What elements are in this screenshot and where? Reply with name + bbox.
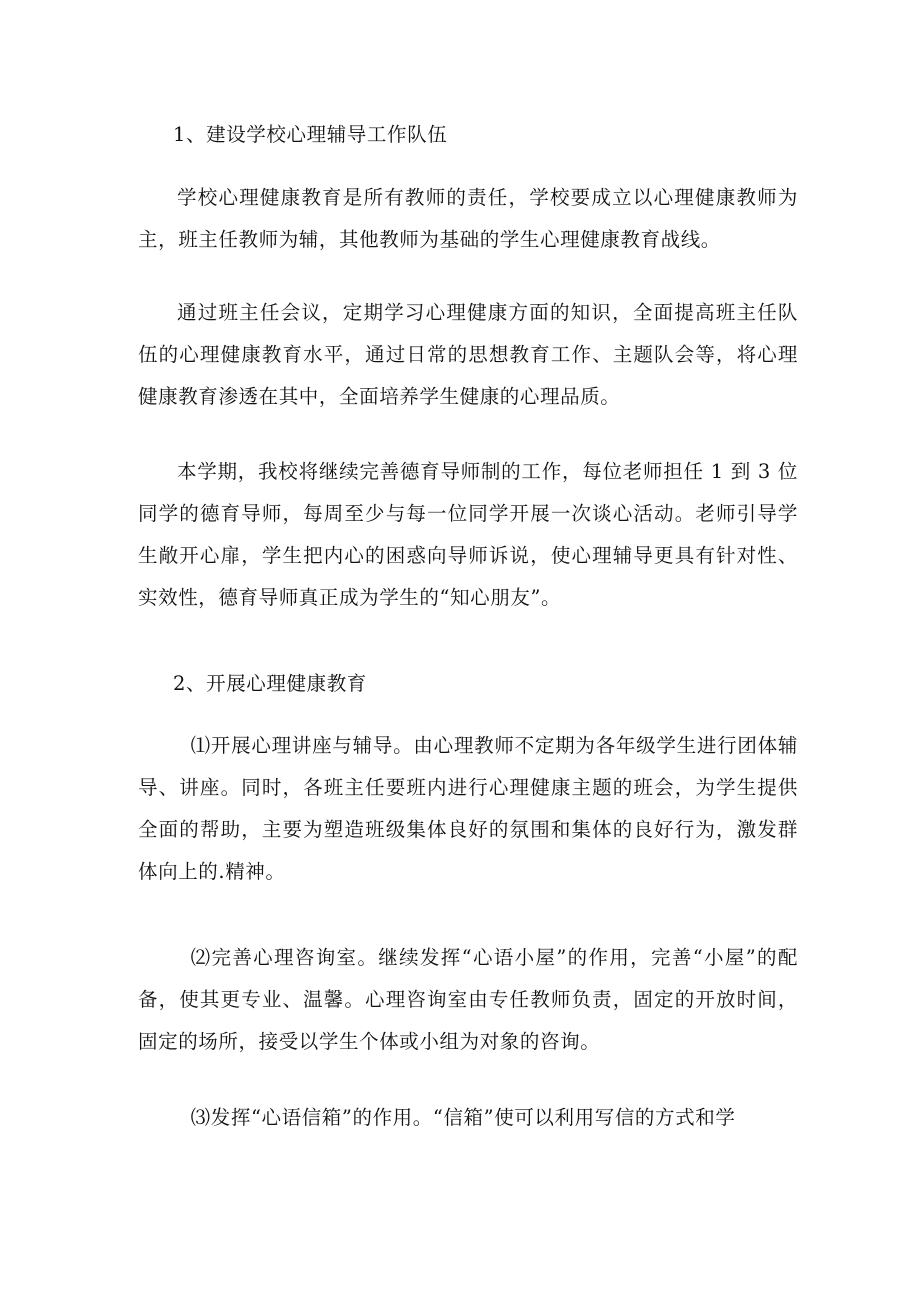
paragraph-1: 学校心理健康教育是所有教师的责任，学校要成立以心理健康教师为主，班主任教师为辅，其他教师为基础的学生心理健康教育战线。: [138, 186, 798, 251]
list-item-3: ⑶发挥“心语信箱”的作用。“信箱”使可以利用写信的方式和学: [190, 1106, 736, 1129]
paragraph-2: 通过班主任会议，定期学习心理健康方面的知识，全面提高班主任队伍的心理健康教育水平，通过日常的思想教育工作、主题队会等，将心理健康教育渗透在其中，全面培养学生健康的心理品质。: [138, 301, 798, 408]
section-heading-1: 1、建设学校心理辅导工作队伍: [173, 123, 448, 146]
list-item-1: ⑴开展心理讲座与辅导。由心理教师不定期为各年级学生进行团体辅导、讲座。同时，各班主任要班内进行心理健康主题的班会，为学生提供全面的帮助，主要为塑造班级集体良好的氛围和集体的良好行为，激发群体向上的.精神。: [138, 734, 798, 883]
paragraph-3: 本学期，我校将继续完善德育导师制的工作，每位老师担任 1 到 3 位同学的德育导师，每周至少与每一位同学开展一次谈心活动。老师引导学生敞开心扉，学生把内心的困惑向导师诉说，使心理辅导更具有针对性、实效性，德育导师真正成为学生的“知心朋友”。: [138, 460, 798, 609]
section-heading-2: 2、开展心理健康教育: [173, 672, 367, 695]
list-item-2: ⑵完善心理咨询室。继续发挥“心语小屋”的作用，完善“小屋”的配备，使其更专业、温馨。心理咨询室由专任教师负责，固定的开放时间，固定的场所，接受以学生个体或小组为对象的咨询。: [138, 946, 798, 1053]
